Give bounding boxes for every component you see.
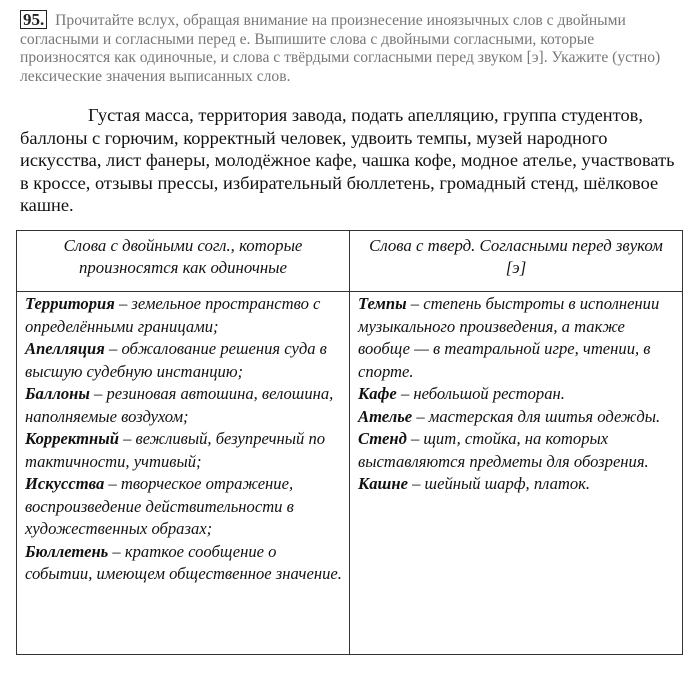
entry-definition: – небольшой ресторан. [396,384,565,403]
column-double-consonants [17,292,350,655]
table-row [17,292,683,655]
column-hard-consonants [350,292,683,655]
list-item [358,406,676,429]
entry-term: Искусства [25,474,105,493]
entry-term: Темпы [358,294,407,313]
table-header-row [17,231,683,292]
entry-definition: – краткое сообщение о событии, имеющем общественное значение. [25,541,342,583]
list-item [358,293,676,383]
entry-term: Стенд [358,429,407,448]
entry-term: Ателье [358,406,413,426]
list-item [25,383,343,428]
entry-definition: – шейный шарф, платок. [407,474,591,493]
header-double-consonants: Слова с двойными согл., которые произносятся как одиночные [17,231,350,292]
entry-term: Кафе [358,384,397,403]
entry-definition: – творческое отражение, воспроизведение действительности в художественных образах; [25,474,294,538]
entry-term: Апелляция [25,339,105,358]
task-instruction [20,10,680,86]
list-item [358,428,676,473]
entry-term: Корректный [25,429,119,448]
list-item [25,541,343,586]
task-number: 95. [20,10,47,29]
entry-term: Баллоны [25,384,90,403]
entry-definition: – степень быстроты в исполнении музыкального произведения, а также вообще — в театральной игре, чтении, в спорте. [358,294,660,381]
entry-definition: – мастерская для шитья одежды. [412,406,661,426]
list-item [358,383,676,406]
entry-term: Кашне [358,474,408,493]
list-item [25,473,343,541]
list-item [25,338,343,383]
list-item [25,293,343,338]
entry-definition: – резиновая автошина, велошина, наполняемые воздухом; [25,384,334,426]
list-item [358,473,676,496]
exercise-text: Густая масса, территория завода, подать апелляцию, группа студентов, баллоны с горючим, корректный человек, удвоить темпы, музей народного искусства, лист фанеры, молодёжное кафе, чашка кофе, модное ателье, участвовать в кроссе, отзывы прессы, избирательный бюллетень, громадный стенд, шёлковое кашне. [20,105,675,215]
entry-definition: – земельное пространство с определёнными границами; [25,294,321,336]
entry-term: Территория [25,294,115,313]
entry-definition: – вежливый, безупречный по тактичности, учтивый; [25,429,326,471]
header-hard-consonants: Слова с тверд. Согласными перед звуком [э] [350,231,683,292]
list-item [25,428,343,473]
entry-definition: – щит, стойка, на которых выставляются предметы для обозрения. [358,429,649,471]
answer-table [16,230,683,655]
entry-definition: – обжалование решения суда в высшую судебную инстанцию; [25,339,327,381]
task-text: Прочитайте вслух, обращая внимание на произнесение иноязычных слов с двойными согласными и согласными перед е. Выпишите слова с двойными согласными, которые произносятся как одиночные, и слова с твёрдыми согласными перед звуком [э]. Укажите (устно) лексические значения выписанных слов. [20,12,661,85]
entry-term: Бюллетень [25,541,109,561]
